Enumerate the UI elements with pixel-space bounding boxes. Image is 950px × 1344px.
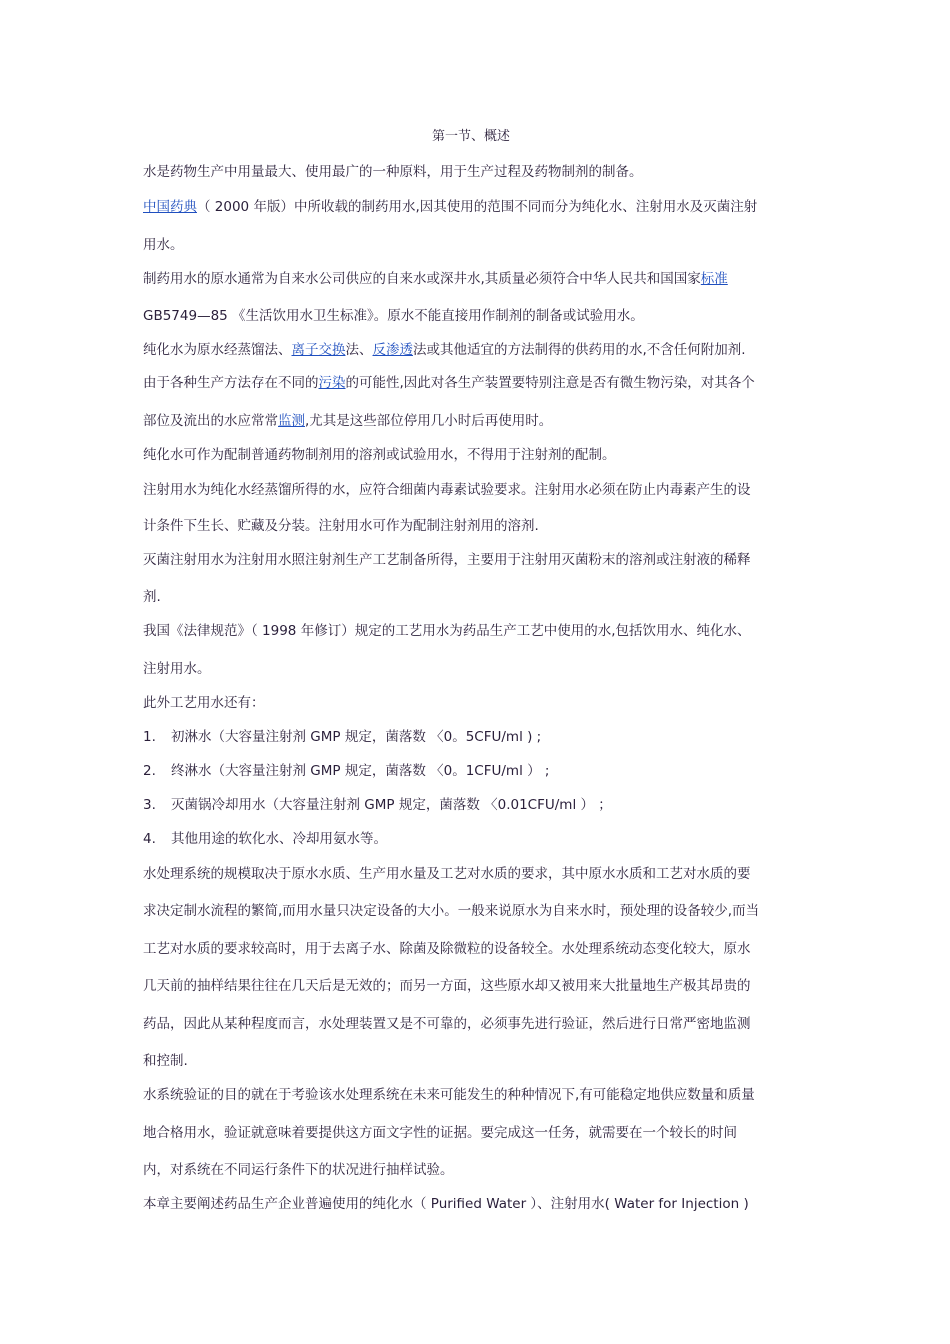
paragraph-sterile-water-line2: 剂. bbox=[143, 589, 161, 605]
paragraph-contamination-line2 bbox=[143, 412, 813, 430]
link-monitoring[interactable]: 监测 bbox=[278, 413, 305, 429]
paragraph-intro: 水是药物生产中用量最大、使用最广的一种原料，用于生产过程及药物制剂的制备。 bbox=[143, 164, 643, 180]
paragraph-additional-water: 此外工艺用水还有： bbox=[143, 695, 265, 711]
paragraph-sterile-water-line1: 灭菌注射用水为注射用水照注射剂生产工艺制备所得，主要用于注射用灭菌粉末的溶剂或注射液的稀释 bbox=[143, 552, 751, 568]
paragraph-regulation-line1: 我国《法律规范》（ 1998 年修订）规定的工艺用水为药品生产工艺中使用的水,包括饮用水、纯化水、 bbox=[143, 623, 751, 639]
text-span: 法、 bbox=[345, 342, 373, 358]
list-item bbox=[143, 796, 813, 814]
paragraph-system-scale-line5: 药品，因此从某种程度而言，水处理装置又是不可靠的，必须事先进行验证，然后进行日常严密地监测 bbox=[143, 1016, 751, 1032]
list-text: 初淋水（大容量注射剂 GMP 规定，菌落数 〈0。5CFU/ml ) ; bbox=[171, 729, 542, 745]
paragraph-contamination-line1 bbox=[143, 374, 813, 392]
paragraph-purified-use: 纯化水可作为配制普通药物制剂用的溶剂或试验用水，不得用于注射剂的配制。 bbox=[143, 447, 616, 463]
list-text: 终淋水（大容量注射剂 GMP 规定，菌落数 〈0。1CFU/ml ） ; bbox=[171, 763, 550, 779]
text-span: 由于各种生产方法存在不同的 bbox=[143, 375, 319, 391]
list-number: 2. bbox=[143, 763, 156, 779]
link-contamination[interactable]: 污染 bbox=[318, 375, 346, 391]
paragraph-injection-water-line1: 注射用水为纯化水经蒸馏所得的水，应符合细菌内毒素试验要求。注射用水必须在防止内毒素产生的设 bbox=[143, 482, 751, 498]
paragraph-system-scale-line2: 求决定制水流程的繁简,而用水量只决定设备的大小。一般来说原水为自来水时，预处理的设备较少,而当 bbox=[143, 903, 760, 919]
list-text: 灭菌锅冷却用水（大容量注射剂 GMP 规定，菌落数 〈0.01CFU/ml ） ； bbox=[171, 797, 612, 813]
list-item bbox=[143, 728, 813, 746]
paragraph-system-scale-line1: 水处理系统的规模取决于原水水质、生产用水量及工艺对水质的要求，其中原水水质和工艺对水质的要 bbox=[143, 866, 751, 882]
list-number: 1. bbox=[143, 729, 156, 745]
paragraph-validation-line1: 水系统验证的目的就在于考验该水处理系统在未来可能发生的种种情况下,有可能稳定地供应数量和质量 bbox=[143, 1087, 755, 1103]
section-title: 第一节、概述 bbox=[431, 129, 510, 144]
text-span: 的可能性,因此对各生产装置要特别注意是否有微生物污染，对其各个 bbox=[345, 375, 755, 391]
paragraph-validation-line3: 内，对系统在不同运行条件下的状况进行抽样试验。 bbox=[143, 1162, 454, 1178]
paragraph-raw-water-line2: GB5749—85 《生活饮用水卫生标准》。原水不能直接用作制剂的制备或试验用水。 bbox=[143, 308, 644, 324]
paragraph-regulation-line2: 注射用水。 bbox=[143, 661, 211, 677]
paragraph-purified-water bbox=[143, 341, 813, 359]
text-span: 部位及流出的水应常常 bbox=[143, 413, 278, 429]
link-standard[interactable]: 标准 bbox=[700, 271, 728, 287]
text-span: 纯化水为原水经蒸馏法、 bbox=[143, 342, 292, 358]
list-text: 其他用途的软化水、冷却用氨水等。 bbox=[171, 831, 387, 847]
link-reverse-osmosis[interactable]: 反渗透 bbox=[372, 342, 413, 358]
list-item bbox=[143, 762, 813, 780]
list-item bbox=[143, 830, 813, 848]
paragraph-system-scale-line4: 几天前的抽样结果往往在几天后是无效的；而另一方面，这些原水却又被用来大批量地生产极其昂贵的 bbox=[143, 978, 751, 994]
paragraph-pharmacopoeia-line1 bbox=[143, 198, 813, 216]
text-span: ,尤其是这些部位停用几小时后再使用时。 bbox=[305, 413, 553, 429]
paragraph-system-scale-line6: 和控制. bbox=[143, 1053, 188, 1069]
link-ion-exchange[interactable]: 离子交换 bbox=[291, 342, 346, 358]
paragraph-system-scale-line3: 工艺对水质的要求较高时，用于去离子水、除菌及除微粒的设备较全。水处理系统动态变化较大，原水 bbox=[143, 941, 751, 957]
paragraph-pharmacopoeia-line2: 用水。 bbox=[143, 237, 184, 253]
paragraph-validation-line2: 地合格用水，验证就意味着要提供这方面文字性的证据。要完成这一任务，就需要在一个较长的时间 bbox=[143, 1125, 737, 1141]
list-number: 4. bbox=[143, 831, 156, 847]
paragraph-chapter-scope: 本章主要阐述药品生产企业普遍使用的纯化水（ Purified Water ）、注射用水( Water for Injection ) bbox=[143, 1196, 749, 1212]
text-span: （ 2000 年版）中所收载的制药用水,因其使用的范围不同而分为纯化水、注射用水及灭菌注射 bbox=[197, 199, 758, 215]
list-number: 3. bbox=[143, 797, 156, 813]
text-span: 制药用水的原水通常为自来水公司供应的自来水或深井水,其质量必须符合中华人民共和国国家 bbox=[143, 271, 701, 287]
paragraph-raw-water-line1 bbox=[143, 270, 813, 288]
text-span: 法或其他适宜的方法制得的供药用的水,不含任何附加剂. bbox=[413, 342, 746, 358]
link-chinese-pharmacopoeia[interactable]: 中国药典 bbox=[143, 199, 197, 215]
paragraph-injection-water-line2: 计条件下生长、贮藏及分装。注射用水可作为配制注射剂用的溶剂. bbox=[143, 518, 539, 534]
